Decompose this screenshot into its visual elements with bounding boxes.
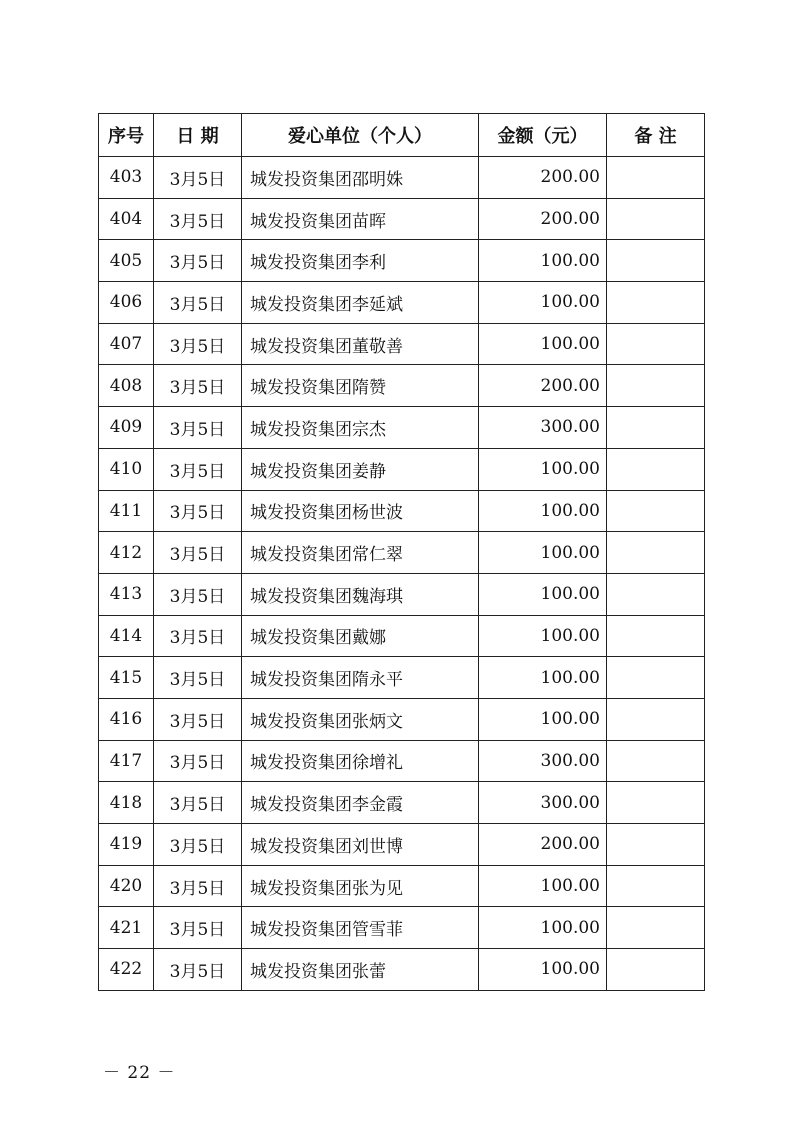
cell-note <box>607 365 705 407</box>
cell-date: 3月5日 <box>154 490 242 532</box>
cell-amount: 200.00 <box>479 365 607 407</box>
cell-donor: 城发投资集团魏海琪 <box>242 573 479 615</box>
table-row <box>99 240 705 282</box>
cell-donor: 城发投资集团李利 <box>242 240 479 282</box>
table-row <box>99 615 705 657</box>
table-row <box>99 865 705 907</box>
cell-note <box>607 323 705 365</box>
cell-note <box>607 448 705 490</box>
header-note: 备 注 <box>607 114 705 157</box>
table-row <box>99 657 705 699</box>
cell-donor: 城发投资集团杨世波 <box>242 490 479 532</box>
cell-note <box>607 615 705 657</box>
cell-note <box>607 865 705 907</box>
cell-date: 3月5日 <box>154 240 242 282</box>
header-no: 序号 <box>99 114 154 157</box>
table-body <box>99 157 705 991</box>
page-number: － 22 － <box>103 1063 176 1083</box>
table-row <box>99 490 705 532</box>
donation-table <box>98 113 705 991</box>
cell-date: 3月5日 <box>154 824 242 866</box>
cell-amount: 100.00 <box>479 907 607 949</box>
cell-note <box>607 657 705 699</box>
table-row <box>99 365 705 407</box>
cell-date: 3月5日 <box>154 865 242 907</box>
cell-donor: 城发投资集团管雪菲 <box>242 907 479 949</box>
cell-donor: 城发投资集团刘世博 <box>242 824 479 866</box>
cell-no: 408 <box>99 365 154 407</box>
cell-note <box>607 949 705 991</box>
cell-donor: 城发投资集团隋永平 <box>242 657 479 699</box>
table-row <box>99 573 705 615</box>
cell-date: 3月5日 <box>154 615 242 657</box>
cell-no: 415 <box>99 657 154 699</box>
cell-donor: 城发投资集团徐增礼 <box>242 740 479 782</box>
cell-date: 3月5日 <box>154 448 242 490</box>
table-row <box>99 907 705 949</box>
cell-amount: 200.00 <box>479 198 607 240</box>
cell-date: 3月5日 <box>154 698 242 740</box>
cell-date: 3月5日 <box>154 198 242 240</box>
cell-no: 422 <box>99 949 154 991</box>
cell-donor: 城发投资集团戴娜 <box>242 615 479 657</box>
cell-amount: 300.00 <box>479 407 607 449</box>
header-date: 日 期 <box>154 114 242 157</box>
table-row <box>99 740 705 782</box>
cell-no: 407 <box>99 323 154 365</box>
cell-note <box>607 240 705 282</box>
cell-no: 413 <box>99 573 154 615</box>
header-amount: 金额（元） <box>479 114 607 157</box>
cell-date: 3月5日 <box>154 157 242 199</box>
cell-donor: 城发投资集团邵明姝 <box>242 157 479 199</box>
cell-date: 3月5日 <box>154 573 242 615</box>
cell-amount: 100.00 <box>479 490 607 532</box>
cell-no: 414 <box>99 615 154 657</box>
table-row <box>99 282 705 324</box>
cell-note <box>607 740 705 782</box>
table-row <box>99 198 705 240</box>
cell-donor: 城发投资集团李金霞 <box>242 782 479 824</box>
cell-amount: 300.00 <box>479 740 607 782</box>
table-header-row <box>99 114 705 157</box>
cell-amount: 100.00 <box>479 865 607 907</box>
cell-date: 3月5日 <box>154 740 242 782</box>
cell-donor: 城发投资集团张为见 <box>242 865 479 907</box>
table-row <box>99 698 705 740</box>
cell-amount: 100.00 <box>479 615 607 657</box>
cell-donor: 城发投资集团张蕾 <box>242 949 479 991</box>
cell-amount: 300.00 <box>479 782 607 824</box>
cell-note <box>607 282 705 324</box>
cell-donor: 城发投资集团姜静 <box>242 448 479 490</box>
cell-amount: 200.00 <box>479 157 607 199</box>
table-row <box>99 824 705 866</box>
cell-note <box>607 907 705 949</box>
cell-note <box>607 573 705 615</box>
cell-note <box>607 698 705 740</box>
cell-note <box>607 198 705 240</box>
cell-no: 404 <box>99 198 154 240</box>
cell-no: 419 <box>99 824 154 866</box>
cell-no: 410 <box>99 448 154 490</box>
cell-no: 418 <box>99 782 154 824</box>
cell-amount: 200.00 <box>479 824 607 866</box>
cell-amount: 100.00 <box>479 532 607 574</box>
table-row <box>99 448 705 490</box>
cell-note <box>607 782 705 824</box>
cell-no: 416 <box>99 698 154 740</box>
cell-donor: 城发投资集团李延斌 <box>242 282 479 324</box>
cell-donor: 城发投资集团董敬善 <box>242 323 479 365</box>
table-row <box>99 323 705 365</box>
cell-amount: 100.00 <box>479 573 607 615</box>
cell-note <box>607 490 705 532</box>
cell-no: 406 <box>99 282 154 324</box>
cell-donor: 城发投资集团苗晖 <box>242 198 479 240</box>
cell-no: 411 <box>99 490 154 532</box>
cell-donor: 城发投资集团隋赞 <box>242 365 479 407</box>
cell-date: 3月5日 <box>154 532 242 574</box>
cell-amount: 100.00 <box>479 657 607 699</box>
cell-date: 3月5日 <box>154 782 242 824</box>
cell-date: 3月5日 <box>154 949 242 991</box>
table-row <box>99 407 705 449</box>
cell-no: 405 <box>99 240 154 282</box>
cell-note <box>607 824 705 866</box>
cell-date: 3月5日 <box>154 282 242 324</box>
cell-no: 420 <box>99 865 154 907</box>
cell-no: 412 <box>99 532 154 574</box>
cell-date: 3月5日 <box>154 323 242 365</box>
cell-no: 409 <box>99 407 154 449</box>
cell-note <box>607 157 705 199</box>
cell-amount: 100.00 <box>479 323 607 365</box>
cell-amount: 100.00 <box>479 698 607 740</box>
table-row <box>99 532 705 574</box>
cell-date: 3月5日 <box>154 407 242 449</box>
cell-donor: 城发投资集团张炳文 <box>242 698 479 740</box>
cell-note <box>607 532 705 574</box>
cell-no: 417 <box>99 740 154 782</box>
table-row <box>99 949 705 991</box>
cell-donor: 城发投资集团宗杰 <box>242 407 479 449</box>
cell-donor: 城发投资集团常仁翠 <box>242 532 479 574</box>
cell-amount: 100.00 <box>479 448 607 490</box>
cell-amount: 100.00 <box>479 240 607 282</box>
cell-date: 3月5日 <box>154 657 242 699</box>
header-name: 爱心单位（个人） <box>242 114 479 157</box>
table-row <box>99 157 705 199</box>
cell-no: 421 <box>99 907 154 949</box>
cell-date: 3月5日 <box>154 365 242 407</box>
cell-amount: 100.00 <box>479 282 607 324</box>
cell-date: 3月5日 <box>154 907 242 949</box>
table-row <box>99 782 705 824</box>
cell-no: 403 <box>99 157 154 199</box>
cell-amount: 100.00 <box>479 949 607 991</box>
cell-note <box>607 407 705 449</box>
